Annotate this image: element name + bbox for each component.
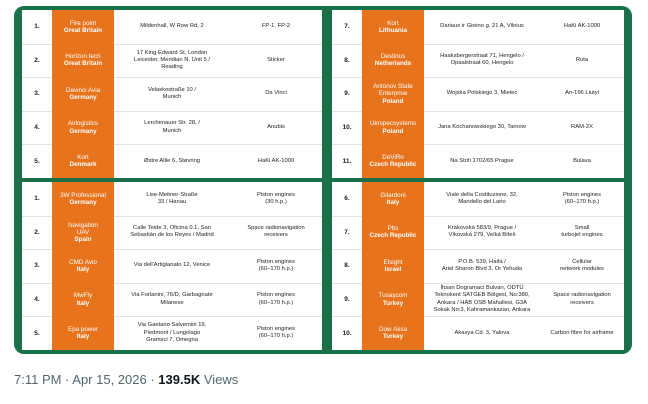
table-row xyxy=(332,283,624,317)
company-name: Antonov State Enterprise xyxy=(373,83,413,98)
company-name: Davinci Avia xyxy=(65,86,101,94)
product-cell: HaKi AK-1000 xyxy=(563,23,601,30)
row-number: 7. xyxy=(344,228,350,236)
company-cell xyxy=(362,111,424,145)
row-number: 1. xyxy=(34,23,40,31)
table-row xyxy=(332,111,624,145)
product-cell: Ruta xyxy=(575,56,589,63)
company-country: Italy xyxy=(76,299,90,307)
company-cell xyxy=(362,316,424,350)
company-cell xyxy=(52,182,114,216)
views-count: 139.5K xyxy=(158,372,201,387)
row-number: 10. xyxy=(342,124,352,132)
row-number: 1. xyxy=(34,195,40,203)
company-country: Spain xyxy=(74,236,92,243)
table-row xyxy=(332,249,624,283)
table-row xyxy=(332,316,624,350)
address-cell: Lise-Meitner-Straße 33 / Hanau xyxy=(146,191,198,205)
product-cell: HaKi AK-1000 xyxy=(257,157,295,164)
row-number: 8. xyxy=(344,56,350,64)
company-cell xyxy=(52,77,114,111)
company-country: Turkey xyxy=(382,333,404,341)
company-country: Germany xyxy=(69,127,97,135)
address-cell: Via Forlanini, 76/D, Garbagnate Milanese xyxy=(131,292,213,306)
company-country: Israel xyxy=(384,265,402,273)
company-country: Italy xyxy=(76,333,90,341)
company-name: Ukrspecsystems xyxy=(369,120,417,128)
row-number: 7. xyxy=(344,23,350,31)
row-number: 5. xyxy=(34,329,40,337)
table-row xyxy=(332,144,624,178)
row-number: 8. xyxy=(344,262,350,270)
table-row xyxy=(332,10,624,44)
row-number: 10. xyxy=(342,329,352,337)
company-country: Netherlands xyxy=(374,60,412,68)
company-cell xyxy=(52,283,114,317)
company-cell xyxy=(362,249,424,283)
product-cell: Small turbojet engines xyxy=(561,225,603,239)
product-cell: Piston engines (60–170 h.p.) xyxy=(562,191,602,205)
company-cell xyxy=(362,10,424,44)
company-name: Elsight xyxy=(383,258,403,266)
table-row xyxy=(22,44,322,78)
product-cell: Piston engines (30 h.p.) xyxy=(256,191,296,205)
product-cell: FP-1, FP-2 xyxy=(261,23,291,30)
company-country: Czech Republic xyxy=(369,161,417,169)
product-cell: Space radionavigation receivers xyxy=(553,292,611,306)
row-number: 2. xyxy=(34,228,40,236)
address-cell: Lerchenauer Str. 28, / Munich xyxy=(144,120,200,134)
company-name: Navigation UAV xyxy=(68,221,98,236)
company-country: Poland xyxy=(382,127,404,135)
table-row xyxy=(332,44,624,78)
address-cell: Na Strži 1702/65 Prague xyxy=(450,157,514,164)
company-cell xyxy=(52,10,114,44)
row-number: 5. xyxy=(34,157,40,165)
table-row xyxy=(332,182,624,216)
company-country: Great Britain xyxy=(63,60,103,68)
address-cell: Krakovská 583/9, Prague / Víkovská 279, Velká Bíteš xyxy=(447,225,517,239)
company-cell xyxy=(362,283,424,317)
company-name: Tusaşcom xyxy=(378,292,408,300)
company-country: Great Britain xyxy=(63,26,103,34)
address-cell: Via dell'Artigianato 12, Venice xyxy=(133,262,211,269)
table-row xyxy=(22,10,322,44)
company-name: Airlogistics xyxy=(67,120,99,128)
product-cell: Piston engines (60–170 h.p.) xyxy=(256,292,296,306)
post-timestamp: 7:11 PM · Apr 15, 2026 · xyxy=(14,372,159,387)
row-number: 4. xyxy=(34,124,40,132)
row-number: 3. xyxy=(34,90,40,98)
panel-bottom-right xyxy=(332,182,624,350)
table-row xyxy=(332,77,624,111)
company-country: Italy xyxy=(76,265,90,273)
product-cell: Sticker xyxy=(267,56,285,63)
product-cell: Da Vinci xyxy=(265,90,287,97)
company-country: Denmark xyxy=(69,161,97,169)
row-number: 2. xyxy=(34,56,40,64)
post-image[interactable] xyxy=(14,6,632,354)
company-name: CMD Avio xyxy=(69,258,97,266)
company-cell xyxy=(52,216,114,250)
panel-top-left xyxy=(22,10,322,178)
company-name: Dow Aksa xyxy=(379,325,407,333)
company-country: Germany xyxy=(69,93,97,101)
product-cell: Space radionavigation receivers xyxy=(247,225,305,239)
table-row xyxy=(332,216,624,250)
table-row xyxy=(22,144,322,178)
company-country: Poland xyxy=(382,97,404,105)
company-name: Epa power xyxy=(67,325,99,333)
row-number: 9. xyxy=(344,296,350,304)
post-meta xyxy=(14,372,238,387)
product-cell: RAM-2X xyxy=(571,123,593,130)
address-cell: Via Gaetano Salvemini 19, Piedmont / Lungolago Gramsci 7, Omegna xyxy=(137,322,207,343)
company-country: Italy xyxy=(386,198,400,206)
company-cell xyxy=(362,144,424,178)
company-name: Horizon tech xyxy=(65,53,101,61)
company-cell xyxy=(52,316,114,350)
company-cell xyxy=(362,216,424,250)
row-number: 3. xyxy=(34,262,40,270)
product-cell: Carbon fibre for airframe xyxy=(550,329,614,336)
address-cell: Jana Kochanowskiego 30, Tarnow xyxy=(438,123,526,130)
company-country: Germany xyxy=(69,198,97,206)
row-number: 9. xyxy=(344,90,350,98)
address-cell: Haaksbergerstraat 71, Hengelo / Opaalstraat 60, Hengelo xyxy=(440,53,524,67)
company-country: Turkey xyxy=(382,299,404,307)
company-name: 3W Professional xyxy=(60,191,106,199)
address-cell: Østre Allie 6, Støvring xyxy=(143,157,201,164)
company-name: Gilardoni xyxy=(380,191,406,199)
company-cell xyxy=(52,249,114,283)
address-cell: Calle Teide 3, Oficina 0.1, San Sebastián de los Reyes / Madrid xyxy=(130,225,214,239)
address-cell: P.O.B. 539, Haifa / Ariel Sharon Blvd 3, Or Yehuda xyxy=(441,258,523,272)
address-cell: Akasya Cd. 3, Yalova xyxy=(454,329,510,336)
product-cell: Piston engines (60–170 h.p.) xyxy=(256,258,296,272)
company-name: Destinus xyxy=(380,53,406,61)
table-row xyxy=(22,216,322,250)
address-cell: Mildenhall, W Row Rd, 2 xyxy=(140,23,204,30)
product-cell: Cellular network modules xyxy=(560,258,604,272)
company-cell xyxy=(52,144,114,178)
company-cell xyxy=(52,111,114,145)
company-country: Czech Republic xyxy=(369,232,417,240)
table-row xyxy=(22,249,322,283)
row-number: 6. xyxy=(344,195,350,203)
panel-top-right xyxy=(332,10,624,178)
product-cell: Bulava xyxy=(573,157,591,164)
views-label: Views xyxy=(200,372,239,387)
company-cell xyxy=(52,44,114,78)
company-name: Kort xyxy=(77,153,89,161)
address-cell: İhsan Dogramaci Bulvarı, ODTÜ Teknokent SATGEB Bölgesi, No:380, Ankara / HAB OSB Mahallesi, G3A Sokak No:3, Kahramankazan, Ankara xyxy=(433,285,531,313)
address-cell: Velaskostraße 10 / Munich xyxy=(147,86,196,100)
address-cell: Wojska Polskiego 3, Mielec xyxy=(446,90,518,97)
company-cell xyxy=(362,77,424,111)
table-row xyxy=(22,182,322,216)
product-cell: Anubis xyxy=(267,123,285,130)
address-cell: 17 King Edward St, London Leicester, Meridian N, Unit 5 / Reading xyxy=(133,49,211,70)
company-cell xyxy=(362,182,424,216)
company-name: MwFly xyxy=(73,292,93,300)
row-number: 11. xyxy=(342,157,352,165)
company-name: Fire point xyxy=(69,19,97,27)
product-cell: An-196 Liutyi xyxy=(565,90,599,97)
company-name: Pbs xyxy=(387,225,399,233)
address-cell: Viale della Costituzione, 32, Mandello del Lario xyxy=(446,191,518,205)
panel-bottom-left xyxy=(22,182,322,350)
address-cell: Dariaus ir Girėno g. 21 A, Vilnius xyxy=(440,23,524,30)
company-cell xyxy=(362,44,424,78)
table-row xyxy=(22,316,322,350)
row-number: 4. xyxy=(34,296,40,304)
product-cell: Piston engines (60–170 h.p.) xyxy=(256,325,296,340)
table-row xyxy=(22,111,322,145)
company-country: Lithuania xyxy=(379,26,407,34)
company-name: Kort xyxy=(387,19,399,27)
table-row xyxy=(22,77,322,111)
company-name: DeViRo xyxy=(382,153,404,161)
table-row xyxy=(22,283,322,317)
